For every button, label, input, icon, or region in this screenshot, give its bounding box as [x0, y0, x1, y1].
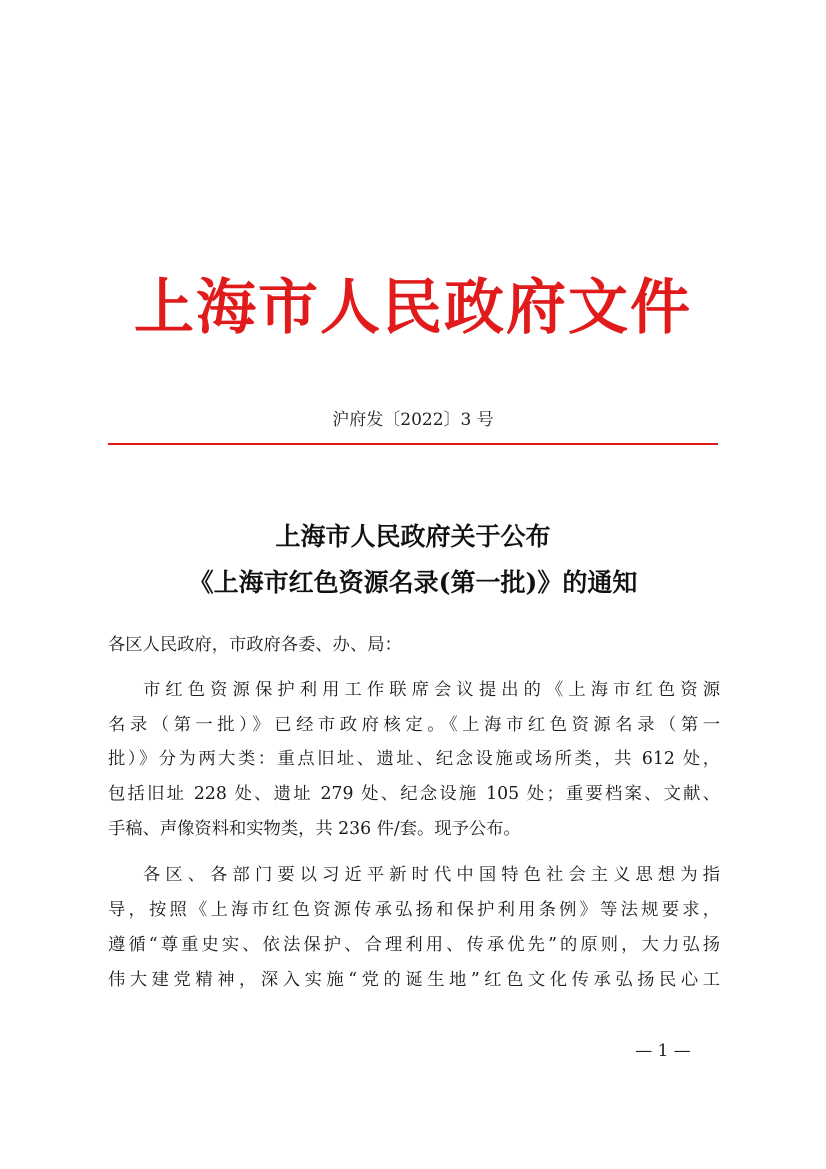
paragraph-2-line-3: 遵循“尊重史实、依法保护、合理利用、传承优先”的原则，大力弘扬 — [108, 935, 720, 955]
red-divider-line — [108, 443, 718, 445]
paragraph-1-line-1: 市红色资源保护利用工作联席会议提出的《上海市红色资源 — [143, 680, 720, 700]
paragraph-1-line-2: 名录（第一批）》已经市政府核定。《上海市红色资源名录（第一 — [108, 715, 720, 735]
paragraph-1-line-5: 手稿、声像资料和实物类，共 236 件/套。现予公布。 — [108, 819, 521, 839]
notice-title-line-2: 《上海市红色资源名录(第一批)》的通知 — [188, 568, 638, 597]
document-masthead: 上海市人民政府文件 — [134, 273, 692, 343]
paragraph-2-line-1: 各区、各部门要以习近平新时代中国特色社会主义思想为指 — [143, 865, 720, 885]
paragraph-2-line-4: 伟大建党精神，深入实施“党的诞生地”红色文化传承弘扬民心工 — [108, 970, 720, 990]
paragraph-1-line-4: 包括旧址 228 处、遗址 279 处、纪念设施 105 处；重要档案、文献、 — [108, 784, 720, 804]
paragraph-2-line-2: 导，按照《上海市红色资源传承弘扬和保护利用条例》等法规要求， — [108, 900, 720, 920]
notice-title-line-1: 上海市人民政府关于公布 — [275, 522, 551, 551]
document-number: 沪府发〔2022〕3 号 — [332, 410, 494, 430]
paragraph-1-line-3: 批）》分为两大类：重点旧址、遗址、纪念设施或场所类，共 612 处， — [108, 749, 720, 769]
page-number: — 1 — — [635, 1041, 691, 1061]
salutation: 各区人民政府，市政府各委、办、局： — [108, 635, 402, 655]
